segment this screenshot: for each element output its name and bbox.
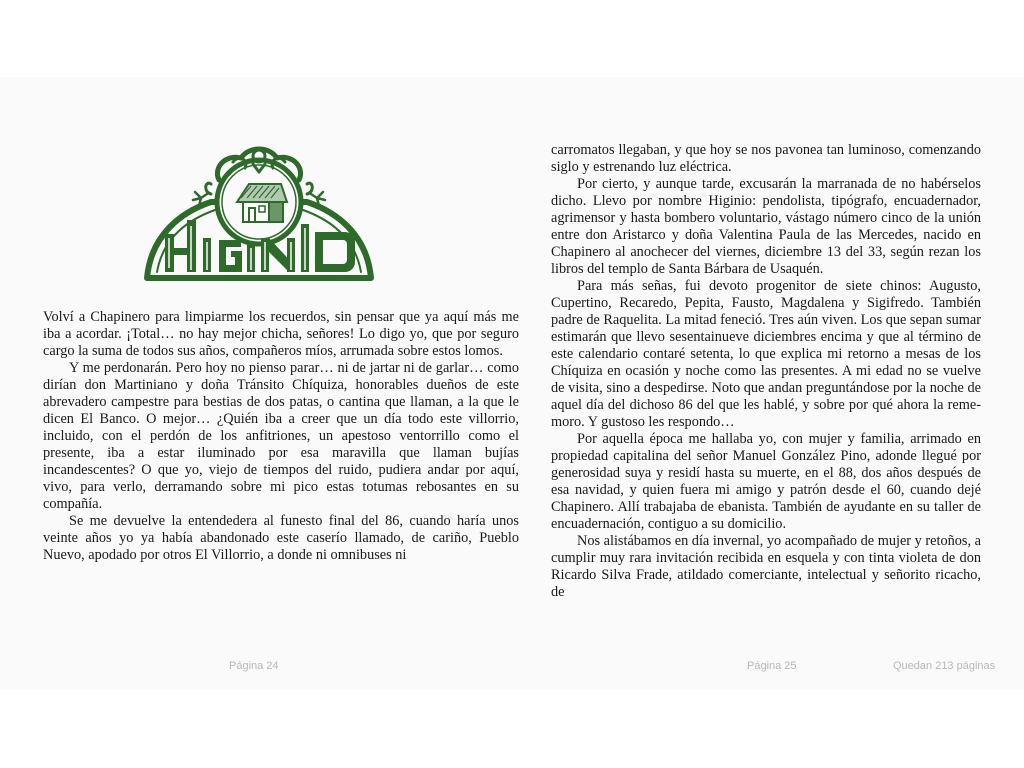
- paragraph: Por aquella época me hallaba yo, con mujer y familia, arrimado en propiedad capitalina del señor Manuel González Pino, adonde llegué por generosidad suya y residí hasta su muerte, en el 88, dos años después de esa navidad, y quien fuera mi amigo y patrón desde el 60, cuando dejé Chapinero. Allí trabajaba de ebanista. También de ayudante en su taller de encuadernación, contiguo a su domicilio.: [551, 431, 981, 532]
- paragraph: Nos alistábamos en día invernal, yo acompañado de mujer y retoños, a cumplir muy rara invitación recibida en esquela y con tinta violeta de don Ricardo Silva Frade, atildado comerciante, intelectual y señorito ricacho, de: [551, 533, 981, 600]
- pages-remaining: Quedan 213 páginas: [893, 660, 996, 672]
- higinio-logo-icon: [141, 140, 377, 282]
- paragraph: Para más señas, fui devoto progenitor de siete chinos: Augusto, Cupertino, Recaredo, Pepita, Fausto, Magdalena y Sigifredo. También padre de Raquelita. La mitad feneció. Tres aún viven. Los que sepan sumar estimarán que llevo sesentainueve diciembres encima y que al término de este calendario contaré setenta, lo que explica mi retorno a mesas de los Chíquiza en ocasión y noche como las presentes. A mi edad no se vuelve de visita, sino a despedirse. Noto que andan preguntándose por la noche de aquel día del dichoso 86 del que les hablé, y sobre por qué ahora la rememoro. Y gustoso les respondo…: [551, 278, 981, 430]
- paragraph: Por cierto, y aunque tarde, excusarán la marranada de no habérselos dicho. Llevo por nombre Higinio: pendolista, tipógrafo, encuadernador, agrimensor y hasta bombero voluntario, vástago número cinco de la unión entre don Aristarco y doña Valentina Paula de las Mercedes, nacido en Chapinero al anochecer del viernes, diciembre 13 del 33, según rezan los libros del templo de Santa Bárbara de Usaquén.: [551, 176, 981, 277]
- page-number-left: Página 24: [229, 660, 279, 672]
- right-page-text: [551, 142, 981, 601]
- paragraph: Volví a Chapinero para limpiarme los recuerdos, sin pensar que ya aquí más me iba a acordar. ¡Total… no hay mejor chicha, señores! Lo digo yo, que por seguro cargo la suma de todos sus años, compañeros míos, arrumada sobre estos lomos.: [43, 309, 519, 359]
- paragraph: carromatos llegaban, y que hoy se nos pavonea tan luminoso, comenzando siglo y estrenando luz eléctrica.: [551, 142, 981, 175]
- left-page-text: [43, 309, 519, 564]
- paragraph: Se me devuelve la entendedera al funesto final del 86, cuando haría unos veinte años yo ya había abandonado este caserío llamado, de cariño, Pueblo Nuevo, apodado por otros El Villorrio, a donde ni omnibuses ni: [43, 513, 519, 563]
- book-reader[interactable]: [0, 77, 1024, 690]
- page-number-right: Página 25: [747, 660, 797, 672]
- paragraph: Y me perdonarán. Pero hoy no pienso parar… ni de jartar ni de garlar… como dirían don Martiniano y doña Tránsito Chíquiza, honorables dueños de este abrevadero campestre para bestias de dos patas, o cantina que llaman, a la que le dicen El Banco. O mejor… ¿Quién iba a creer que un día todo este villorrio, incluido, con el perdón de los anfitriones, un apestoso ventorrillo como el presente, iba a estar iluminado por esa maravilla que llaman bujías incandescentes? O que yo, viejo de tiempos del ruido, pudiera andar por aquí, vivo, para verlo, derramando sobre mi pico estas totumas rebosantes en su compañía.: [43, 360, 519, 512]
